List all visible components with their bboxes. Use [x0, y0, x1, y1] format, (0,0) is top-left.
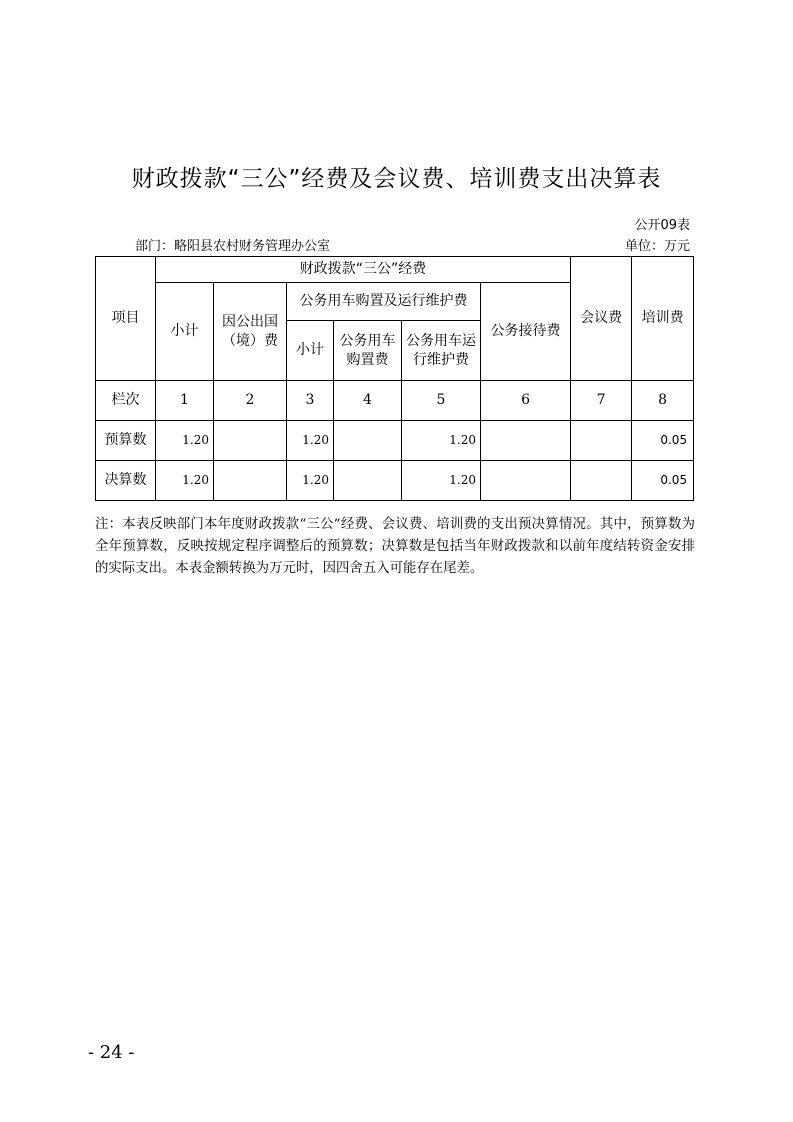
column-number: 5: [402, 381, 481, 421]
actual-row: [96, 461, 694, 501]
budget-vehicle-purchase: [334, 421, 402, 461]
header-subtotal: 小计: [156, 283, 214, 381]
expenditure-table: [95, 256, 694, 501]
unit-label: 单位：万元: [624, 239, 690, 254]
actual-vehicle-purchase: [334, 461, 402, 501]
actual-vehicle-subtotal: 1.20: [287, 461, 334, 501]
header-sangong-group: 财政拨款“三公”经费: [156, 257, 571, 283]
actual-subtotal: 1.20: [156, 461, 214, 501]
budget-training: 0.05: [632, 421, 694, 461]
actual-abroad: [214, 461, 287, 501]
budget-vehicle-subtotal: 1.20: [287, 421, 334, 461]
header-vehicle-group: 公务用车购置及运行维护费: [287, 283, 481, 321]
row-label: 决算数: [96, 461, 156, 501]
column-number: 6: [481, 381, 571, 421]
page-title: 财政拨款“三公”经费及会议费、培训费支出决算表: [131, 166, 662, 192]
header-training: 培训费: [632, 257, 694, 381]
header-item: 项目: [96, 257, 156, 381]
column-number: 8: [632, 381, 694, 421]
column-number-row: [96, 381, 694, 421]
page-number: - 24 -: [88, 1042, 135, 1063]
header-vehicle-operation: 公务用车运行维护费: [402, 321, 481, 381]
budget-meeting: [571, 421, 632, 461]
column-number: 3: [287, 381, 334, 421]
budget-abroad: [214, 421, 287, 461]
column-number: 7: [571, 381, 632, 421]
header-vehicle-subtotal: 小计: [287, 321, 334, 381]
column-number: 1: [156, 381, 214, 421]
budget-reception: [481, 421, 571, 461]
table-note: 注：本表反映部门本年度财政拨款“三公”经费、会议费、培训费的支出预决算情况。其中，预算数为全年预算数，反映按规定程序调整后的预算数；决算数是包括当年财政拨款和以前年度结转资金安排的实际支出。本表金额转换为万元时，因四舍五入可能存在尾差。: [95, 517, 695, 576]
header-abroad: 因公出国（境）费: [214, 283, 287, 381]
actual-meeting: [571, 461, 632, 501]
header-row-1: [96, 257, 694, 283]
budget-vehicle-operation: 1.20: [402, 421, 481, 461]
department-label: 部门：略阳县农村财务管理办公室: [135, 239, 331, 254]
header-vehicle-purchase: 公务用车购置费: [334, 321, 402, 381]
row-label: 预算数: [96, 421, 156, 461]
header-meeting: 会议费: [571, 257, 632, 381]
budget-subtotal: 1.20: [156, 421, 214, 461]
header-reception: 公务接待费: [481, 283, 571, 381]
form-code: 公开09表: [634, 218, 690, 233]
column-number: 4: [334, 381, 402, 421]
actual-training: 0.05: [632, 461, 694, 501]
actual-vehicle-operation: 1.20: [402, 461, 481, 501]
budget-row: [96, 421, 694, 461]
actual-reception: [481, 461, 571, 501]
column-number: 2: [214, 381, 287, 421]
column-number-label: 栏次: [96, 381, 156, 421]
